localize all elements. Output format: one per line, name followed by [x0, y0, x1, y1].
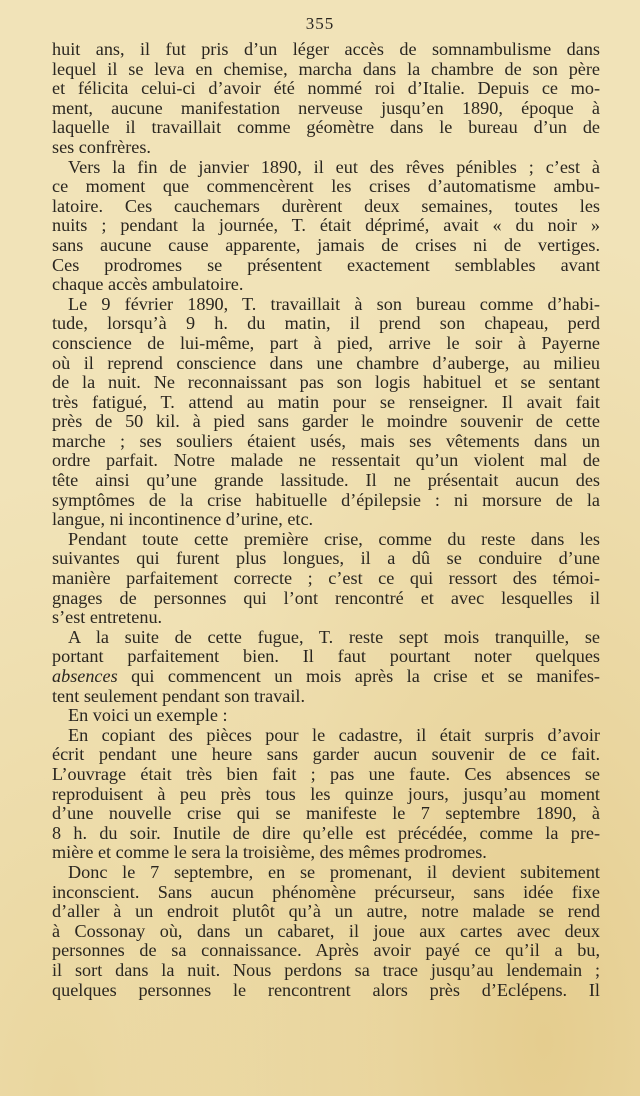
- paragraph: [52, 530, 600, 628]
- text-line: et félicita celui-ci d’avoir été nommé roi d’Italie. Depuis ce mo-: [52, 79, 600, 99]
- text-line: chaque accès ambulatoire.: [52, 275, 244, 295]
- text-line: nuits ; pendant la journée, T. était déprimé, avait « du noir »: [52, 216, 600, 236]
- text-line: ordre parfait. Notre malade ne ressentait qu’un violent mal de: [52, 451, 600, 471]
- italic-term: absences: [52, 667, 118, 686]
- text-line: Donc le 7 septembre, en se promenant, il devient subitement: [68, 862, 600, 882]
- text-line: s’est entretenu.: [52, 608, 163, 628]
- text-line: ce moment que commencèrent les crises d’automatisme ambu-: [52, 177, 600, 197]
- paragraph: [52, 706, 600, 726]
- text-line: manière parfaitement correcte ; c’est ce qui ressort des témoi-: [52, 569, 600, 589]
- text-line: huit ans, il fut pris d’un léger accès de somnambulisme dans: [52, 40, 600, 59]
- text-line: gnages de personnes qui l’ont rencontré et avec lesquelles il: [52, 588, 600, 608]
- paragraph: [52, 863, 600, 1000]
- text-line: latoire. Ces cauchemars durèrent deux semaines, toutes les: [52, 196, 600, 216]
- text-line: près de 50 kil. à pied sans garder le moindre souvenir de cette: [52, 412, 600, 432]
- text-line: En copiant des pièces pour le cadastre, il était surpris d’avoir: [68, 725, 600, 745]
- text-line: A la suite de cette fugue, T. reste sept mois tranquille, se: [68, 627, 600, 647]
- text-line: tent seulement pendant son travail.: [52, 686, 306, 706]
- text-line: quelques personnes le rencontrent alors près d’Eclépens. Il: [52, 980, 600, 1000]
- text-line: très fatigué, T. attend au matin pour se renseigner. Il avait fait: [52, 392, 600, 412]
- paragraph: [52, 295, 600, 530]
- body-text: [52, 40, 600, 1000]
- text-line: ment, aucune manifestation nerveuse jusqu’en 1890, époque à: [52, 98, 600, 118]
- text-line: Le 9 février 1890, T. travaillait à son bureau comme d’habi-: [68, 294, 600, 314]
- text-line: Pendant toute cette première crise, comme du reste dans les: [68, 529, 600, 549]
- text-line: langue, ni incontinence d’urine, etc.: [52, 510, 314, 530]
- text-line: suivantes qui furent plus longues, il a dû se conduire d’une: [52, 549, 600, 569]
- text-line: marche ; ses souliers étaient usés, mais ses vêtements dans un: [52, 431, 600, 451]
- text-line: tude, lorsqu’à 9 h. du matin, il prend son chapeau, perd: [52, 314, 600, 334]
- text-line: conscience de lui-même, part à pied, arrive le soir à Payerne: [52, 333, 600, 353]
- text-line: écrit pendant une heure sans garder aucun souvenir de ce fait.: [52, 745, 600, 765]
- text-line: L’ouvrage était très bien fait ; pas une faute. Ces absences se: [52, 764, 600, 784]
- text-line: absences qui commencent un mois après la crise et se manifes-: [52, 667, 600, 686]
- text-line: En voici un exemple :: [68, 706, 228, 726]
- text-line: 8 h. du soir. Inutile de dire qu’elle est précédée, comme la pre-: [52, 823, 600, 843]
- text-line: mière et comme le sera la troisième, des mêmes prodromes.: [52, 843, 487, 863]
- text-line: personnes de sa connaissance. Après avoir payé ce qu’il a bu,: [52, 941, 600, 961]
- text-line: tête ainsi qu’une grande lassitude. Il ne présentait aucun des: [52, 471, 600, 491]
- text-line: symptômes de la crise habituelle d’épilepsie : ni morsure de la: [52, 490, 600, 510]
- text-line: reproduisent à peu près tous les quinze jours, jusqu’au moment: [52, 784, 600, 804]
- text-line: laquelle il travaillait comme géomètre dans le bureau d’un de: [52, 118, 600, 138]
- page-number: 355: [305, 14, 335, 33]
- text-line: lequel il se leva en chemise, marcha dans la chambre de son père: [52, 59, 600, 79]
- paragraph: [52, 40, 600, 158]
- text-line: inconscient. Sans aucun phénomène précurseur, sans idée fixe: [52, 882, 600, 902]
- paragraph: [52, 726, 600, 863]
- paragraph: [52, 628, 600, 706]
- text-line: portant parfaitement bien. Il faut pourtant noter quelques: [52, 647, 600, 667]
- text-line: sans aucune cause apparente, jamais de crises ni de vertiges.: [52, 235, 600, 255]
- text-line: d’aller à un endroit plutôt qu’à un autre, notre malade se rend: [52, 902, 600, 922]
- text-line: où il reprend conscience dans une chambre d’auberge, au milieu: [52, 353, 600, 373]
- text-line: de la nuit. Ne reconnaissant pas son logis habituel et se sentant: [52, 373, 600, 393]
- text-line: il sort dans la nuit. Nous perdons sa trace jusqu’au lendemain ;: [52, 960, 600, 980]
- text-line: Ces prodromes se présentent exactement semblables avant: [52, 255, 600, 275]
- text-line: à Cossonay où, dans un cabaret, il joue aux cartes avec deux: [52, 921, 600, 941]
- text-line: d’une nouvelle crise qui se manifeste le 7 septembre 1890, à: [52, 804, 600, 824]
- text-line: Vers la fin de janvier 1890, il eut des rêves pénibles ; c’est à: [68, 157, 600, 177]
- paragraph: [52, 158, 600, 295]
- text-line: ses confrères.: [52, 137, 151, 157]
